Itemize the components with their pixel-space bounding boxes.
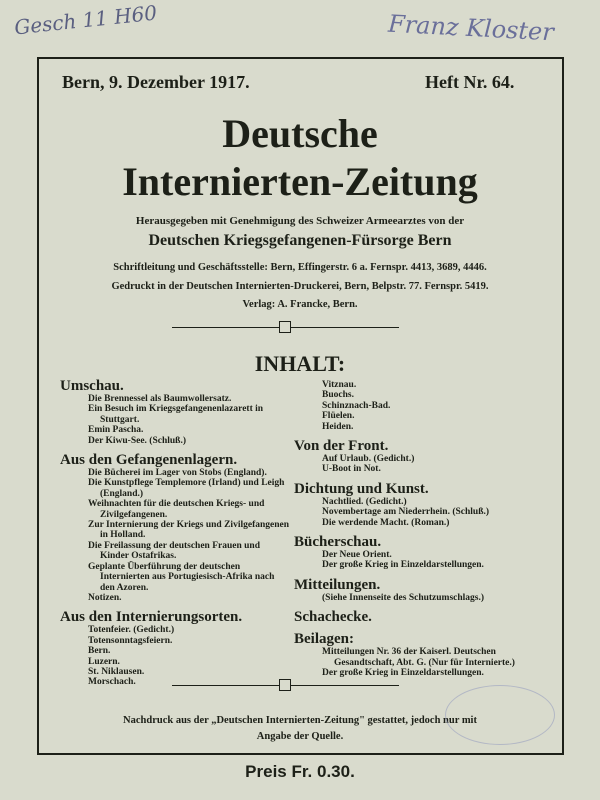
contents-item: Der Neue Orient.: [322, 550, 392, 561]
contents-item: U-Boot in Not.: [322, 464, 381, 475]
contents-item: Die Brennessel als Baumwollersatz.: [88, 394, 232, 404]
title-line1: Deutsche: [222, 111, 378, 156]
contents-item: Der große Krieg in Einzeldarstellungen.: [322, 560, 484, 571]
contents-item: Heiden.: [322, 421, 354, 432]
contents-item: Emin Pascha.: [88, 425, 144, 436]
section-title: Von der Front.: [294, 438, 389, 455]
section-title: Mitteilungen.: [294, 576, 381, 593]
contents-item: Der Kiwu-See. (Schluß.): [88, 435, 186, 446]
ornament-square: [279, 679, 291, 691]
contents-item: Notizen.: [88, 592, 122, 603]
contents-item: Ein Besuch im Kriegsgefangenenlazarett in Stuttgart.: [88, 404, 264, 425]
handwritten-signature: Franz Kloster: [387, 9, 555, 47]
contents-item: Totenfeier. (Gedicht.): [88, 625, 175, 636]
contents-heading: INHALT:: [254, 351, 346, 376]
contents-item: Flüelen.: [322, 411, 355, 422]
publisher-intro: Herausgegeben mit Genehmigung des Schweizer Armeearztes von der: [135, 215, 465, 227]
contents-item: Schinznach-Bad.: [322, 400, 391, 411]
section-title: Beilagen:: [294, 631, 354, 648]
contents-item: Bern.: [88, 646, 111, 657]
title-line2: Internierten-Zeitung: [122, 159, 478, 204]
contents-item: Buochs.: [322, 390, 354, 401]
verlag: Verlag: A. Francke, Bern.: [242, 299, 358, 310]
contents-item: Die Freilassung der deutschen Frauen und Kinder Ostafrikas.: [88, 540, 260, 562]
contents-left-column: [60, 378, 290, 688]
contents-item: Der große Krieg in Einzeldarstellungen.: [322, 668, 484, 679]
section-title: Aus den Gefangenenlagern.: [60, 452, 238, 469]
notice-line: Nachdruck aus der „Deutschen Internierten-Zeitung" gestattet, jedoch nur mit: [123, 715, 477, 726]
contents-item: Mitteilungen Nr. 36 der Kaiserl. Deutschen Gesandtschaft, Abt. G. (Nur für Internierte.): [322, 647, 515, 668]
issue-date: Bern, 9. Dezember 1917.: [62, 72, 250, 92]
faded-stamp: [445, 685, 555, 745]
printer-info: Gedruckt in der Deutschen Internierten-Druckerei, Bern, Belpstr. 77. Fernspr. 5419.: [111, 281, 489, 292]
contents-item: Die Bücherei im Lager von Stobs (England).: [88, 468, 267, 479]
contents-item: Die Kunstpflege Templemore (Irland) und Leigh (England.): [88, 478, 285, 499]
ornament-line: [172, 327, 279, 328]
contents-item: Novembertage am Niederrhein. (Schluß.): [322, 507, 490, 518]
ornament-line: [291, 685, 399, 686]
section-title: Schachecke.: [294, 609, 372, 626]
ornament-line: [291, 327, 399, 328]
contents-item: Auf Urlaub. (Gedicht.): [322, 454, 415, 465]
price: Preis Fr. 0.30.: [245, 762, 355, 781]
section-title: Dichtung und Kunst.: [294, 480, 429, 497]
contents-item: Zur Internierung der Kriegs und Zivilgefangenen in Holland.: [88, 520, 290, 541]
contents-item: Nachtlied. (Gedicht.): [322, 496, 407, 507]
section-title: Aus den Internierungsorten.: [60, 609, 243, 626]
contents-item: Luzern.: [88, 656, 120, 667]
handwritten-note: Gesch 11 H60: [13, 0, 159, 40]
section-title: Bücherschau.: [294, 534, 382, 551]
publisher: Deutschen Kriegsgefangenen-Fürsorge Bern: [148, 232, 452, 249]
contents-item: Totensonntagsfeiern.: [88, 635, 173, 646]
contents-item: Morschach.: [88, 677, 136, 688]
contents-item: Vitznau.: [322, 380, 357, 390]
contents-item: Geplante Überführung der deutschen Internierten aus Portugiesisch-Afrika nach den Azoren.: [88, 561, 275, 593]
notice-line: Angabe der Quelle.: [256, 731, 344, 742]
contents-right-column: [294, 380, 534, 679]
contents-item: (Siehe Innenseite des Schutzumschlags.): [322, 592, 485, 603]
contents-item: Weihnachten für die deutschen Kriegs- und Zivilgefangenen.: [88, 499, 265, 520]
ornament-square: [279, 321, 291, 333]
office-info: Schriftleitung und Geschäftsstelle: Bern, Effingerstr. 6 a. Fernspr. 4413, 3689, 4446.: [113, 262, 487, 273]
ornament-line: [172, 685, 279, 686]
section-title: Umschau.: [60, 378, 124, 394]
issue-number: Heft Nr. 64.: [425, 72, 515, 92]
contents-item: St. Niklausen.: [88, 666, 145, 677]
contents-item: Die werdende Macht. (Roman.): [322, 517, 450, 528]
